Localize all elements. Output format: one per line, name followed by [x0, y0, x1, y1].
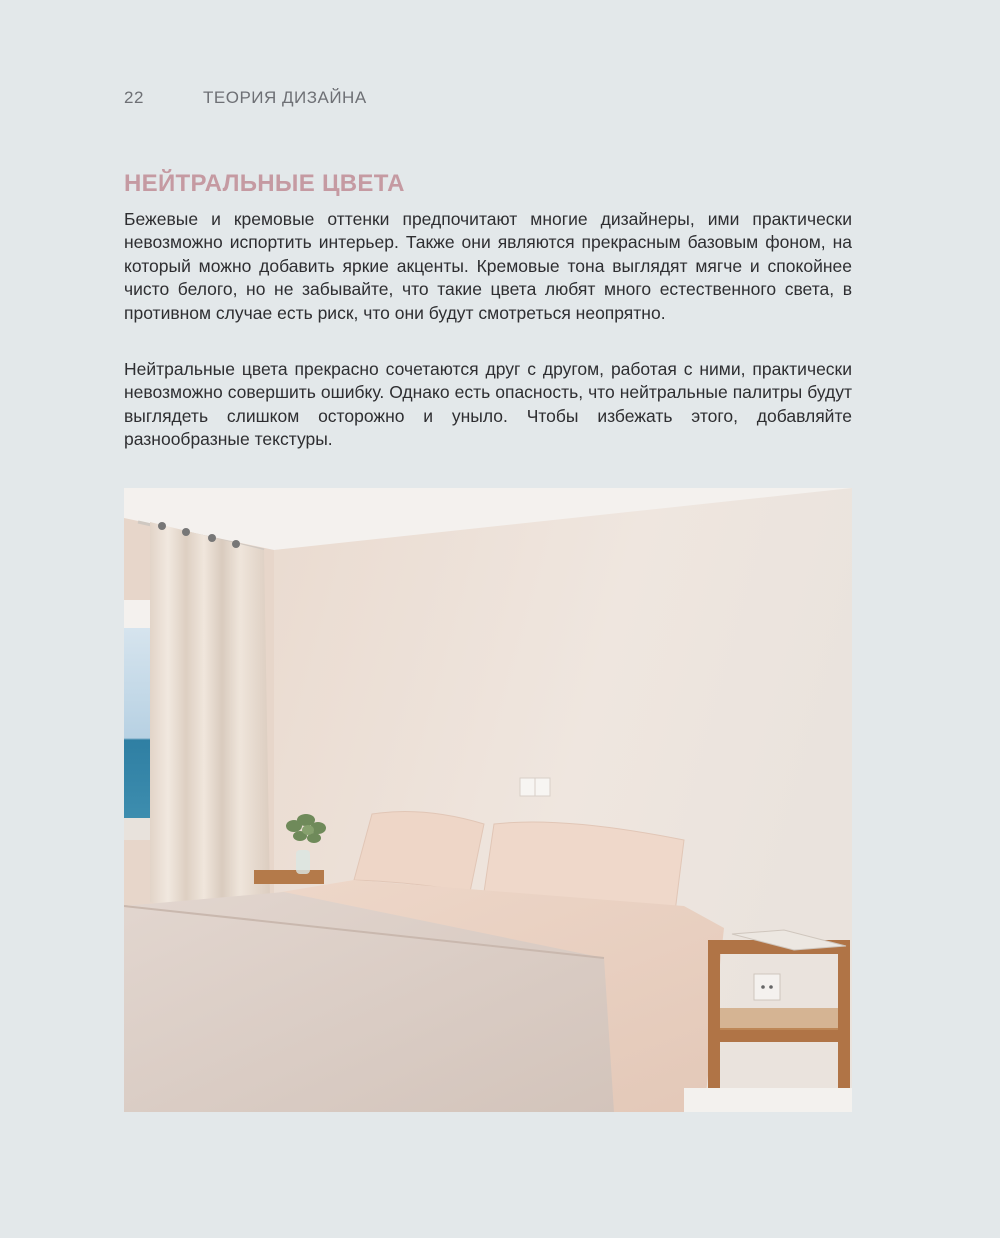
running-title: ТЕОРИЯ ДИЗАЙНА	[203, 88, 367, 107]
paragraph-1: Бежевые и кремовые оттенки предпочитают многие дизайнеры, ими практически невозможно испортить интерьер. Также они являются прекрасным базовым фоном, на который можно добавить яркие акценты. Кремовые тона выглядят мягче и спокойнее чисто белого, но не забывайте, что такие цвета любят много естественного света, в противном случае есть риск, что они будут смотреться неопрятно.	[124, 209, 852, 323]
page-number: 22	[124, 88, 144, 107]
paragraph-2: Нейтральные цвета прекрасно сочетаются друг с другом, работая с ними, практически невозможно совершить ошибку. Однако есть опасность, что нейтральные палитры будут выглядеть слишком осторожно и уныло. Чтобы избежать этого, добавляйте разнообразные текстуры.	[124, 359, 852, 450]
section-heading: НЕЙТРАЛЬНЫЕ ЦВЕТА	[124, 170, 405, 197]
bedroom-photo	[124, 488, 852, 1112]
